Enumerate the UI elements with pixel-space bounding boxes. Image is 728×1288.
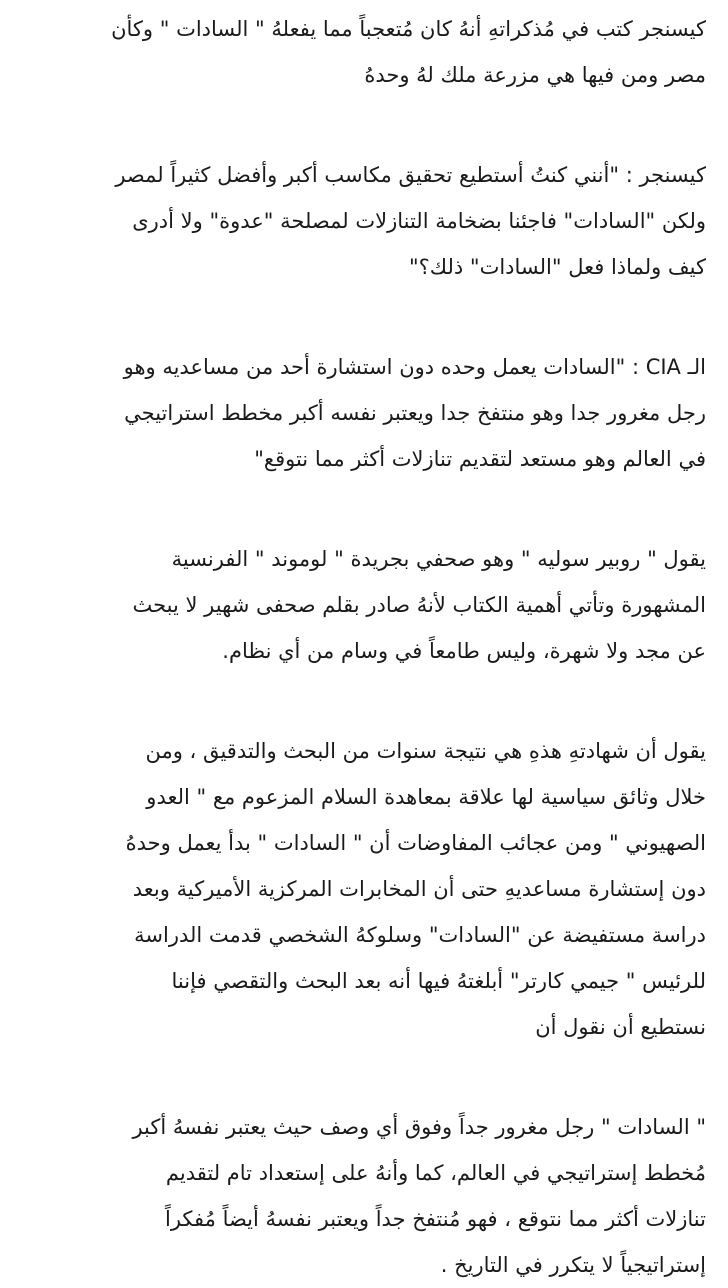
paragraph-cia-quote [14, 344, 706, 482]
text-line: مُخطط إستراتيجي في العالم، كما وأنهُ على إستعداد تام لتقديم [165, 1161, 706, 1185]
text-line: كيسنجر كتب في مُذكراتهِ أنهُ كان مُتعجباً مما يفعلهُ " السادات " وكأن [111, 17, 706, 41]
text-line: " السادات " رجل مغرور جداً وفوق أي وصف حيث يعتبر نفسهُ أكبر [132, 1115, 706, 1139]
text-line: تنازلات أكثر مما نتوقع ، فهو مُنتفخ جداً ويعتبر نفسهُ أيضاً مُفكراً [165, 1207, 706, 1231]
paragraph-testimony [14, 728, 706, 1050]
paragraph-kissinger-memoirs [14, 6, 706, 98]
text-line: الـ CIA : "السادات يعمل وحده دون استشارة أحد من مساعديه وهو [123, 355, 706, 379]
paragraph-robert-solet [14, 536, 706, 674]
paragraph-conclusion [14, 1104, 706, 1288]
text-line: المشهورة وتأتي أهمية الكتاب لأنهُ صادر بقلم صحفى شهير لا يبحث [132, 593, 706, 617]
text-line: الصهيوني " ومن عجائب المفاوضات أن " السادات " بدأ يعمل وحدهُ [125, 831, 706, 855]
text-line: ولكن "السادات" فاجئنا بضخامة التنازلات لمصلحة "عدوة" ولا أدرى [132, 209, 706, 233]
text-line: نستطيع أن نقول أن [535, 1015, 706, 1039]
text-line: دون إستشارة مساعديهِ حتى أن المخابرات المركزية الأميركية وبعد [132, 877, 706, 901]
text-line: دراسة مستفيضة عن "السادات" وسلوكهُ الشخصي قدمت الدراسة [134, 923, 706, 947]
text-line: للرئيس " جيمي كارتر" أبلغتهُ فيها أنه بعد البحث والتقصي فإننا [171, 969, 706, 993]
text-line: إستراتيجياً لا يتكرر في التاريخ . [440, 1253, 706, 1277]
text-line: يقول " روبير سوليه " وهو صحفي بجريدة " لوموند " الفرنسية [171, 547, 706, 571]
text-line: رجل مغرور جدا وهو منتفخ جدا ويعتبر نفسه أكبر مخطط استراتيجي [124, 401, 706, 425]
text-line: مصر ومن فيها هي مزرعة ملك لهُ وحدهُ [364, 63, 706, 87]
text-line: كيسنجر : "أنني كنتُ أستطيع تحقيق مكاسب أكبر وأفضل كثيراً لمصر [115, 163, 706, 187]
text-line: يقول أن شهادتهِ هذهِ هي نتيجة سنوات من البحث والتدقيق ، ومن [145, 739, 706, 763]
text-line: عن مجد ولا شهرة، وليس طامعاً في وسام من أي نظام. [222, 639, 706, 663]
text-line: كيف ولماذا فعل "السادات" ذلك؟" [408, 255, 706, 279]
paragraph-kissinger-quote [14, 152, 706, 290]
text-line: خلال وثائق سياسية لها علاقة بمعاهدة السلام المزعوم مع " العدو [146, 785, 706, 809]
text-line: في العالم وهو مستعد لتقديم تنازلات أكثر مما نتوقع" [254, 447, 706, 471]
